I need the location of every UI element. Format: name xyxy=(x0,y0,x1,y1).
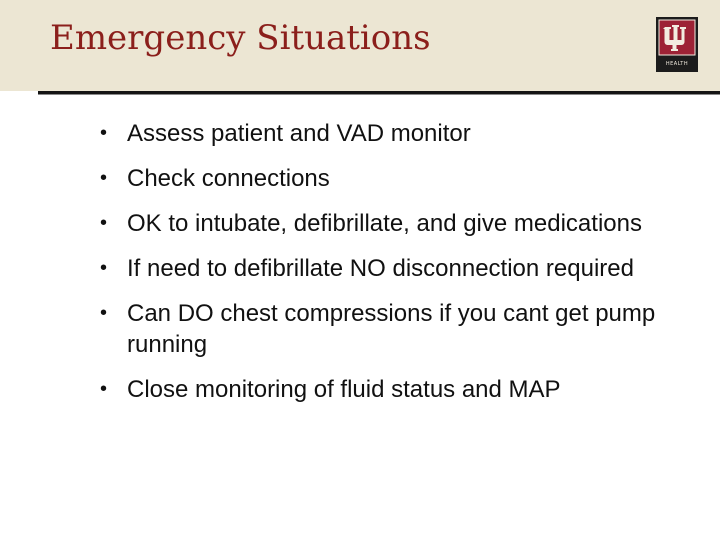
bullet-text: Check connections xyxy=(127,165,330,192)
iu-health-logo xyxy=(656,17,698,72)
bullet-item xyxy=(100,163,660,194)
bullet-text: Can DO chest compressions if you cant get pump running xyxy=(127,300,656,358)
bullet-dot: • xyxy=(100,212,108,234)
bullet-dot: • xyxy=(100,302,108,324)
bullet-text: Assess patient and VAD monitor xyxy=(127,120,471,147)
bullet-dot: • xyxy=(100,257,108,279)
bullet-item xyxy=(100,374,660,405)
bullet-item xyxy=(100,253,660,284)
bullet-dot: • xyxy=(100,167,108,189)
bullet-item xyxy=(100,118,660,149)
bullet-item xyxy=(100,298,660,360)
slide-title: Emergency Situations xyxy=(50,18,431,58)
bullet-list xyxy=(100,118,660,419)
bullet-text: Close monitoring of fluid status and MAP xyxy=(127,376,561,403)
header-divider-shadow xyxy=(38,94,720,95)
bullet-dot: • xyxy=(100,378,108,400)
bullet-text: If need to defibrillate NO disconnection required xyxy=(127,255,634,282)
bullet-dot: • xyxy=(100,122,108,144)
bullet-text: OK to intubate, defibrillate, and give medications xyxy=(127,210,642,237)
iu-trident-icon xyxy=(656,17,698,72)
logo-caption: HEALTH xyxy=(665,61,689,67)
bullet-item xyxy=(100,208,660,239)
